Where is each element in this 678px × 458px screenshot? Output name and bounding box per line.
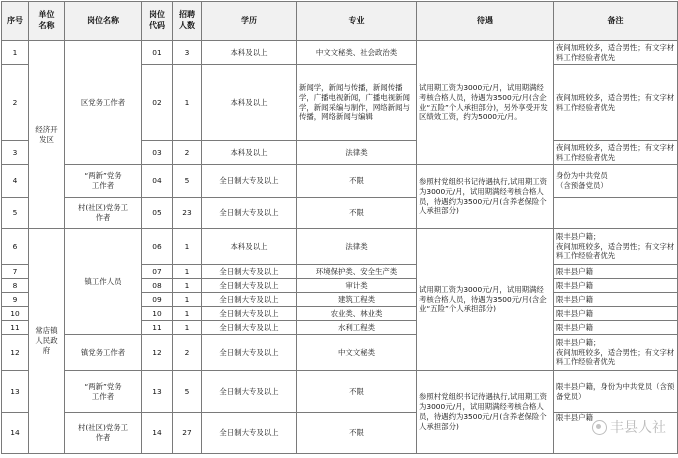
education: 全日制大专及以上 xyxy=(202,371,297,413)
hire-count: 5 xyxy=(173,371,202,413)
row-no: 9 xyxy=(2,293,29,307)
education: 全日制大专及以上 xyxy=(202,335,297,371)
row-no: 6 xyxy=(2,229,29,265)
position-name: 镇党务工作者 xyxy=(65,335,142,371)
education: 全日制大专及以上 xyxy=(202,265,297,279)
hire-count: 1 xyxy=(173,293,202,307)
position-name: 区党务工作者 xyxy=(65,41,142,165)
major: 环境保护类、安全生产类 xyxy=(297,265,417,279)
wechat-logo-icon xyxy=(592,420,607,435)
position-code: 03 xyxy=(142,141,173,165)
education: 本科及以上 xyxy=(202,65,297,141)
watermark xyxy=(592,417,666,437)
table-row xyxy=(2,371,678,413)
major: 审计类 xyxy=(297,279,417,293)
row-no: 14 xyxy=(2,413,29,454)
position-name: 村(社区)党务工 作者 xyxy=(65,198,142,229)
position-code: 10 xyxy=(142,307,173,321)
hire-count: 1 xyxy=(173,65,202,141)
row-no: 5 xyxy=(2,198,29,229)
education: 全日制大专及以上 xyxy=(202,279,297,293)
pay: 试用期工资为3000元/月，试用期满经考核合格人员，待遇为3500元/月(含企业“五险”个人承担部分)，另外享受开发区绩效工资，约为5000元/月。 xyxy=(417,41,554,165)
header-education: 学历 xyxy=(202,2,297,41)
education: 全日制大专及以上 xyxy=(202,307,297,321)
note: 限丰县户籍 xyxy=(554,293,678,307)
position-name: “两新”党务 工作者 xyxy=(65,371,142,413)
position-code: 08 xyxy=(142,279,173,293)
major: 水利工程类 xyxy=(297,321,417,335)
table-row xyxy=(2,229,678,265)
note: 限丰县户籍； 夜间加班较多，适合男性；有文字材料工作经验者优先 xyxy=(554,335,678,371)
hire-count: 3 xyxy=(173,41,202,65)
major: 中文文秘类 xyxy=(297,335,417,371)
table-row xyxy=(2,413,678,454)
note: 限丰县户籍 xyxy=(554,321,678,335)
header-position: 岗位名称 xyxy=(65,2,142,41)
major: 不限 xyxy=(297,165,417,198)
note: 夜间加班较多，适合男性；有文字材料工作经验者优先 xyxy=(554,65,678,141)
education: 本科及以上 xyxy=(202,229,297,265)
row-no: 11 xyxy=(2,321,29,335)
row-no: 3 xyxy=(2,141,29,165)
row-no: 2 xyxy=(2,65,29,141)
position-code: 13 xyxy=(142,371,173,413)
major: 农业类、林业类 xyxy=(297,307,417,321)
note: 限丰县户籍； 夜间加班较多，适合男性；有文字材料工作经验者优先 xyxy=(554,229,678,265)
row-no: 10 xyxy=(2,307,29,321)
row-no: 12 xyxy=(2,335,29,371)
note: 限丰县户籍 xyxy=(554,307,678,321)
pay: 参照村党组织书记待遇执行,试用期工资为3000元/月，试用期满经考核合格人员，待遇约为3500元/月(含养老保险个人承担部分) xyxy=(417,371,554,454)
header-code: 岗位 代码 xyxy=(142,2,173,41)
education: 本科及以上 xyxy=(202,41,297,65)
position-code: 02 xyxy=(142,65,173,141)
pay: 参照村党组织书记待遇执行,试用期工资为3000元/月，试用期满经考核合格人员，待遇约为3500元/月(含养老保险个人承担部分) xyxy=(417,165,554,229)
major: 不限 xyxy=(297,371,417,413)
note: 夜间加班较多，适合男性；有文字材料工作经验者优先 xyxy=(554,141,678,165)
position-code: 09 xyxy=(142,293,173,307)
major: 不限 xyxy=(297,413,417,454)
education: 本科及以上 xyxy=(202,141,297,165)
table-row xyxy=(2,41,678,65)
education: 全日制大专及以上 xyxy=(202,293,297,307)
position-code: 11 xyxy=(142,321,173,335)
recruitment-table xyxy=(1,1,678,454)
hire-count: 27 xyxy=(173,413,202,454)
note: 限丰县户籍，身份为中共党员（含预备党员） xyxy=(554,371,678,413)
unit-name: 常店镇 人民政 府 xyxy=(29,229,65,454)
hire-count: 1 xyxy=(173,279,202,293)
table-row xyxy=(2,198,678,229)
major: 不限 xyxy=(297,198,417,229)
hire-count: 2 xyxy=(173,335,202,371)
pay: 试用期工资为3000元/月，试用期满经考核合格人员，待遇为3500元/月(含企业“五险”个人承担部分) xyxy=(417,229,554,371)
header-unit: 单位 名称 xyxy=(29,2,65,41)
hire-count: 1 xyxy=(173,321,202,335)
major: 建筑工程类 xyxy=(297,293,417,307)
major: 新闻学，新闻与传播，新闻传播学，广播电视新闻，广播电视新闻学，新闻采编与制作，网络新闻与传播，网络新闻与编辑 xyxy=(297,65,417,141)
position-code: 05 xyxy=(142,198,173,229)
row-no: 7 xyxy=(2,265,29,279)
position-code: 01 xyxy=(142,41,173,65)
header-row xyxy=(2,2,678,41)
hire-count: 23 xyxy=(173,198,202,229)
row-no: 4 xyxy=(2,165,29,198)
hire-count: 1 xyxy=(173,307,202,321)
note: 限丰县户籍 xyxy=(554,279,678,293)
position-code: 07 xyxy=(142,265,173,279)
note: 限丰县户籍 xyxy=(554,265,678,279)
watermark-text: 丰县人社 xyxy=(610,420,666,436)
row-no: 1 xyxy=(2,41,29,65)
position-code: 14 xyxy=(142,413,173,454)
education: 全日制大专及以上 xyxy=(202,198,297,229)
header-major: 专业 xyxy=(297,2,417,41)
table-row xyxy=(2,165,678,198)
major: 中文文秘类、社会政治类 xyxy=(297,41,417,65)
position-name: “两新”党务 工作者 xyxy=(65,165,142,198)
table-row xyxy=(2,335,678,371)
position-name: 村(社区)党务工 作者 xyxy=(65,413,142,454)
position-code: 06 xyxy=(142,229,173,265)
hire-count: 1 xyxy=(173,265,202,279)
row-no: 8 xyxy=(2,279,29,293)
education: 全日制大专及以上 xyxy=(202,413,297,454)
header-pay: 待遇 xyxy=(417,2,554,41)
note xyxy=(554,198,678,229)
position-name: 镇工作人员 xyxy=(65,229,142,335)
major: 法律类 xyxy=(297,229,417,265)
hire-count: 5 xyxy=(173,165,202,198)
major: 法律类 xyxy=(297,141,417,165)
education: 全日制大专及以上 xyxy=(202,165,297,198)
header-count: 招聘 人数 xyxy=(173,2,202,41)
hire-count: 1 xyxy=(173,229,202,265)
position-code: 12 xyxy=(142,335,173,371)
note: 身份为中共党员 （含预备党员） xyxy=(554,165,678,198)
header-no: 序号 xyxy=(2,2,29,41)
note: 夜间加班较多，适合男性；有文字材料工作经验者优先 xyxy=(554,41,678,65)
row-no: 13 xyxy=(2,371,29,413)
hire-count: 2 xyxy=(173,141,202,165)
unit-name: 经济开 发区 xyxy=(29,41,65,229)
header-note: 备注 xyxy=(554,2,678,41)
education: 全日制大专及以上 xyxy=(202,321,297,335)
position-code: 04 xyxy=(142,165,173,198)
note: 限丰县户籍 xyxy=(554,413,678,454)
